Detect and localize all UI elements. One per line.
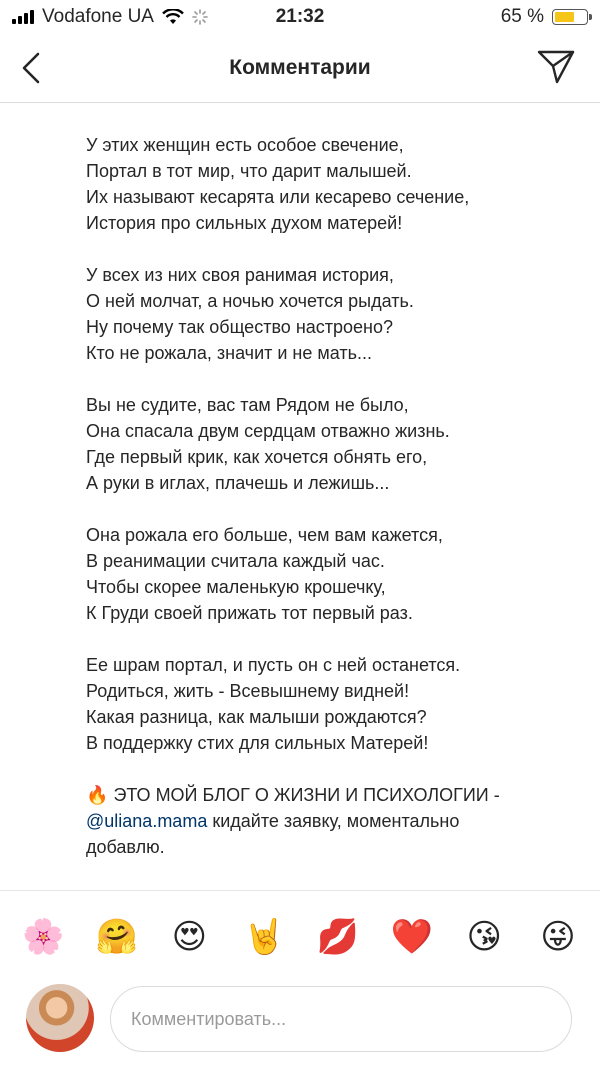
nav-bar bbox=[0, 34, 600, 103]
status-bar bbox=[0, 0, 600, 34]
poem-line: Она спасала двум сердцам отважно жизнь. bbox=[86, 421, 450, 441]
poem-line: В реанимации считала каждый час. bbox=[86, 551, 385, 571]
page-title: Комментарии bbox=[229, 56, 371, 79]
blowing-kiss-emoji-button[interactable]: 😘 bbox=[466, 918, 502, 956]
comment-input[interactable] bbox=[110, 986, 572, 1052]
blog-promo-line: добавлю. bbox=[86, 837, 165, 857]
poem-line: Она рожала его больше, чем вам кажется, bbox=[86, 525, 443, 545]
poem-stanza bbox=[86, 262, 586, 366]
comment-composer bbox=[0, 984, 600, 1066]
cherry-blossom-emoji-button[interactable]: 🌸 bbox=[22, 918, 65, 956]
hugging-face-emoji-button[interactable]: 🤗 bbox=[95, 918, 139, 956]
poem-line: Портал в тот мир, что дарит малышей. bbox=[86, 161, 412, 181]
carrier-name: Vodafone UA bbox=[42, 6, 154, 27]
heart-eyes-emoji-button[interactable]: 😍 bbox=[171, 918, 208, 956]
poem-line: Какая разница, как малыши рождаются? bbox=[86, 707, 427, 727]
blog-promo bbox=[86, 782, 586, 860]
winking-tongue-emoji-button[interactable]: 😜 bbox=[540, 918, 576, 956]
blog-promo-line: ЭТО МОЙ БЛОГ О ЖИЗНИ И ПСИХОЛОГИИ - bbox=[113, 785, 500, 805]
red-heart-emoji-button[interactable]: ❤️ bbox=[390, 918, 433, 956]
post-caption bbox=[86, 132, 586, 860]
status-right bbox=[501, 6, 588, 28]
poem-line: Ну почему так общество настроено? bbox=[86, 317, 394, 337]
blog-promo-line: кидайте заявку, моментально bbox=[207, 811, 460, 831]
battery-icon bbox=[552, 9, 588, 25]
poem-line: Родиться, жить - Всевышнему видней! bbox=[86, 681, 410, 701]
poem-line: У этих женщин есть особое свечение, bbox=[86, 135, 404, 155]
poem-line: У всех из них своя ранимая история, bbox=[86, 265, 394, 285]
poem-stanza bbox=[86, 392, 586, 496]
battery-percent: 65 % bbox=[500, 6, 544, 27]
poem-line: Где первый крик, как хочется обнять его, bbox=[86, 447, 428, 467]
fire-icon: 🔥 bbox=[86, 785, 109, 805]
poem-stanza bbox=[86, 522, 586, 626]
kiss-mark-emoji-button[interactable]: 💋 bbox=[316, 918, 360, 956]
poem-line: О ней молчат, а ночью хочется рыдать. bbox=[86, 291, 414, 311]
poem-line: Вы не судите, вас там Рядом не было, bbox=[86, 395, 409, 415]
poem-line: А руки в иглах, плачешь и лежишь... bbox=[86, 473, 390, 493]
poem-stanza bbox=[86, 132, 586, 236]
paper-plane-icon[interactable] bbox=[536, 48, 576, 86]
mention-link[interactable]: @uliana.mama bbox=[86, 811, 208, 831]
poem-line: Кто не рожала, значит и не мать... bbox=[86, 343, 372, 363]
rock-on-emoji-button[interactable]: 🤘 bbox=[243, 918, 286, 956]
avatar bbox=[26, 984, 94, 1052]
poem-line: История про сильных духом матерей! bbox=[86, 213, 403, 233]
status-time: 21:32 bbox=[275, 6, 325, 27]
poem-line: Чтобы скорее маленькую крошечку, bbox=[86, 577, 386, 597]
emoji-row bbox=[22, 917, 578, 957]
poem-stanza bbox=[86, 652, 586, 756]
poem-line: К Груди своей прижать тот первый раз. bbox=[86, 603, 413, 623]
poem-line: Их называют кесарята или кесарево сечение, bbox=[86, 187, 470, 207]
emoji-reaction-bar bbox=[0, 890, 600, 983]
poem-line: В поддержку стих для сильных Матерей! bbox=[86, 733, 429, 753]
poem-line: Ее шрам портал, и пусть он с ней останется. bbox=[86, 655, 461, 675]
